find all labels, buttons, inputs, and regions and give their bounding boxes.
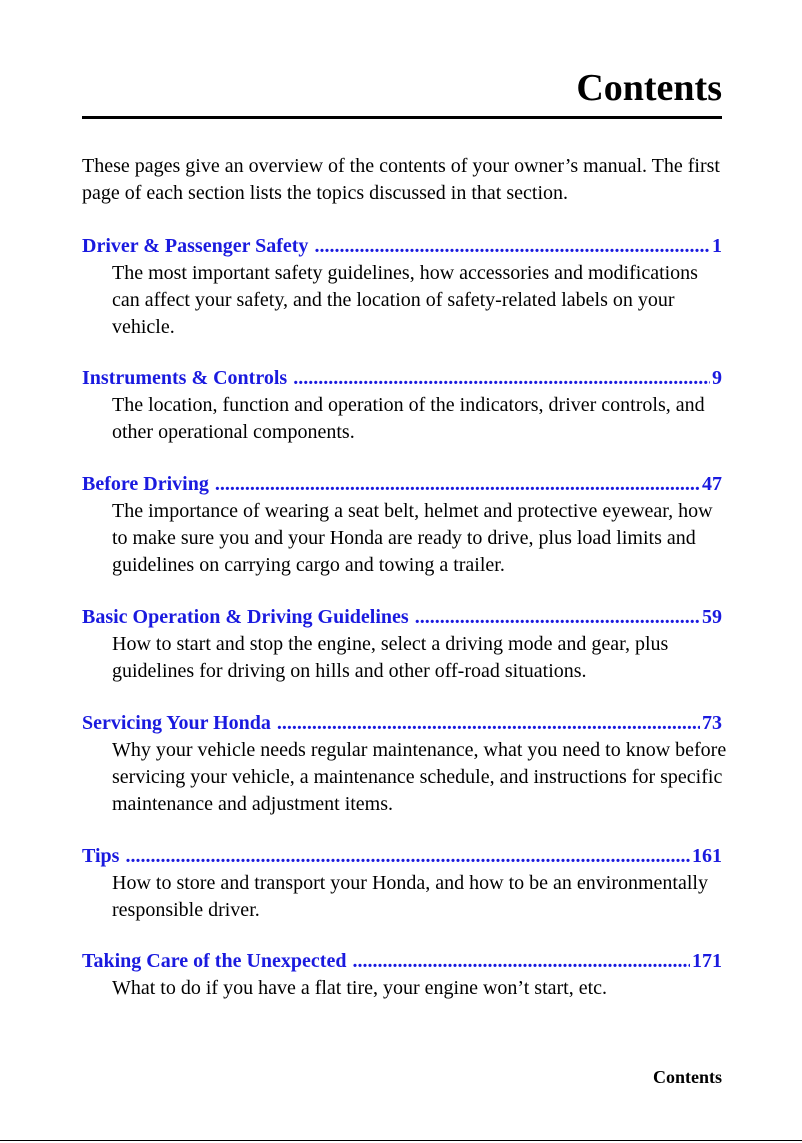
toc-entry-taking-care-unexpected [82, 948, 727, 1002]
dot-leader [293, 365, 710, 392]
toc-entry-instruments-controls [82, 365, 727, 446]
toc-description: The most important safety guidelines, how accessories and modifications can affect your safety, and the location of safety-related labels on your vehicle. [112, 262, 698, 338]
toc-page-number: 161 [692, 845, 722, 867]
dot-leader [314, 233, 710, 260]
toc-entry-servicing-your-honda [82, 710, 727, 818]
toc-page-number: 1 [712, 235, 722, 257]
toc-description: How to store and transport your Honda, and how to be an environmentally responsible driver. [112, 872, 708, 921]
toc-link-title: Instruments & Controls [82, 367, 288, 389]
dot-leader [277, 710, 700, 737]
toc-description: How to start and stop the engine, select a driving mode and gear, plus guidelines for driving on hills and other off-road situations. [112, 633, 669, 682]
toc-link-taking-care-unexpected[interactable] [82, 948, 722, 975]
toc-description: What to do if you have a flat tire, your engine won’t start, etc. [112, 977, 608, 999]
toc-link-title: Taking Care of the Unexpected [82, 950, 347, 972]
footer-label: Contents [652, 1067, 722, 1087]
toc-link-tips[interactable] [82, 843, 722, 870]
dot-leader [415, 604, 700, 631]
toc-link-instruments-controls[interactable] [82, 365, 722, 392]
toc-entry-tips [82, 843, 727, 924]
dot-leader [215, 471, 700, 498]
toc-link-title: Before Driving [82, 473, 209, 495]
toc-link-title: Servicing Your Honda [82, 712, 271, 734]
title-rule [82, 116, 722, 119]
toc-page-number: 9 [712, 367, 722, 389]
toc-entry-before-driving [82, 471, 727, 579]
toc-link-servicing-your-honda[interactable] [82, 710, 722, 737]
toc-page-number: 59 [702, 606, 722, 628]
toc-entry-driver-passenger-safety [82, 233, 727, 341]
toc-link-before-driving[interactable] [82, 471, 722, 498]
toc-page-number: 47 [702, 473, 722, 495]
toc-link-title: Tips [82, 845, 120, 867]
intro-text: These pages give an overview of the contents of your owner’s manual. The first page of each section lists the topics discussed in that section. [82, 155, 720, 204]
toc-page-number: 73 [702, 712, 722, 734]
toc-link-driver-passenger-safety[interactable] [82, 233, 722, 260]
toc-page-number: 171 [692, 950, 722, 972]
toc-link-title: Driver & Passenger Safety [82, 235, 309, 257]
toc-entry-basic-operation [82, 604, 727, 685]
dot-leader [125, 843, 690, 870]
toc-description: The importance of wearing a seat belt, helmet and protective eyewear, how to make sure you and your Honda are ready to drive, plus load limits and guidelines on carrying cargo and towing a trailer. [112, 500, 713, 576]
toc-link-basic-operation[interactable] [82, 604, 722, 631]
toc-description: The location, function and operation of the indicators, driver controls, and other operational components. [112, 394, 705, 443]
page-title: Contents [576, 67, 722, 109]
toc-link-title: Basic Operation & Driving Guidelines [82, 606, 409, 628]
toc-description: Why your vehicle needs regular maintenance, what you need to know before servicing your vehicle, a maintenance schedule, and instructions for specific maintenance and adjustment items. [112, 739, 727, 815]
bottom-rule [0, 1140, 802, 1141]
dot-leader [352, 948, 690, 975]
